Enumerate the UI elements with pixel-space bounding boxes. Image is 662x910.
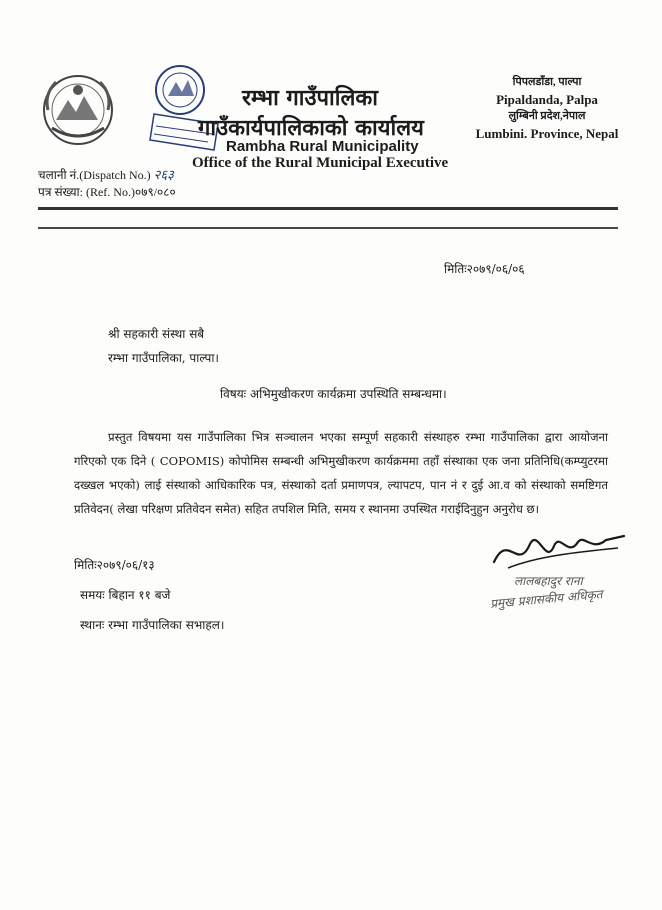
header-divider	[38, 227, 618, 229]
province-line-english: Lumbini. Province, Nepal	[475, 126, 619, 141]
letter-subject: विषयः अभिमुखीकरण कार्यक्रमा उपस्थिति सम्बन्धमा।	[220, 387, 447, 401]
dispatch-number: २६३	[153, 167, 174, 182]
ref-number: ०७९/०८०	[134, 185, 176, 199]
office-address	[472, 74, 622, 142]
nepal-emblem-icon	[38, 70, 118, 150]
letter-date: मितिः२०७९/०६/०६	[444, 262, 525, 276]
province-line-nepali: लुम्बिनी प्रदेश,नेपाल	[508, 110, 586, 122]
event-place: स्थानः रम्भा गाउँपालिका सभाहल।	[80, 618, 225, 632]
event-date: मितिः२०७९/०६/१३	[74, 558, 155, 572]
body-paragraph: प्रस्तुत विषयमा यस गाउँपालिका भित्र सञ्चालन भएका सम्पूर्ण सहकारी संस्थाहरु रम्भा गाउँपालिका द्वारा आयोजना गरिएको एक दिने ( COPOMIS) कोपोमिस सम्बन्धी अभिमुखीकरण कार्यक्रममा तहाँ संस्थाका एक जना प्रतिनिधि(कम्प्युटरमा दख्खल भएको) लाई संस्थाको आधिकारिक पत्र, संस्थाको दर्ता प्रमाणपत्र, ल्यापटप, पान नं र दुई आ.व को संस्थाको समष्टिगत प्रतिवेदन( लेखा परिक्षण प्रतिवेदन समेत) सहित तपशिल मिति, समय र स्थानमा उपस्थित गराईदिनुहुन अनुरोध छ।	[74, 430, 608, 516]
office-name-nepali: गाउँकार्यपालिकाको कार्यालय	[198, 115, 424, 141]
signatory-name: लालबहादुर राना	[514, 574, 583, 588]
recipient-address: रम्भा गाउँपालिका, पाल्पा।	[108, 351, 219, 365]
dispatch-info	[38, 166, 176, 201]
header-divider-thick	[38, 207, 618, 210]
recipient-name: श्री सहकारी संस्था सबै	[108, 327, 205, 341]
signatory-title: प्रमुख प्रशासकीय अधिकृत	[489, 587, 604, 611]
address-line-nepali: पिपलडाँडा, पाल्पा	[512, 76, 582, 88]
municipality-name-nepali: रम्भा गाउँपालिका	[242, 85, 378, 111]
event-details	[74, 550, 224, 640]
recipient-block	[108, 322, 219, 370]
municipality-name-english: Rambha Rural Municipality	[226, 138, 419, 155]
address-line-english: Pipaldanda, Palpa	[496, 92, 598, 107]
ref-label: पत्र संख्या: (Ref. No.)	[38, 185, 135, 199]
dispatch-label: चलानी नं.(Dispatch No.)	[38, 168, 151, 182]
letter-body	[74, 425, 608, 521]
office-name-english: Office of the Rural Municipal Executive	[192, 155, 449, 171]
event-time: समयः बिहान ११ बजे	[80, 588, 171, 602]
